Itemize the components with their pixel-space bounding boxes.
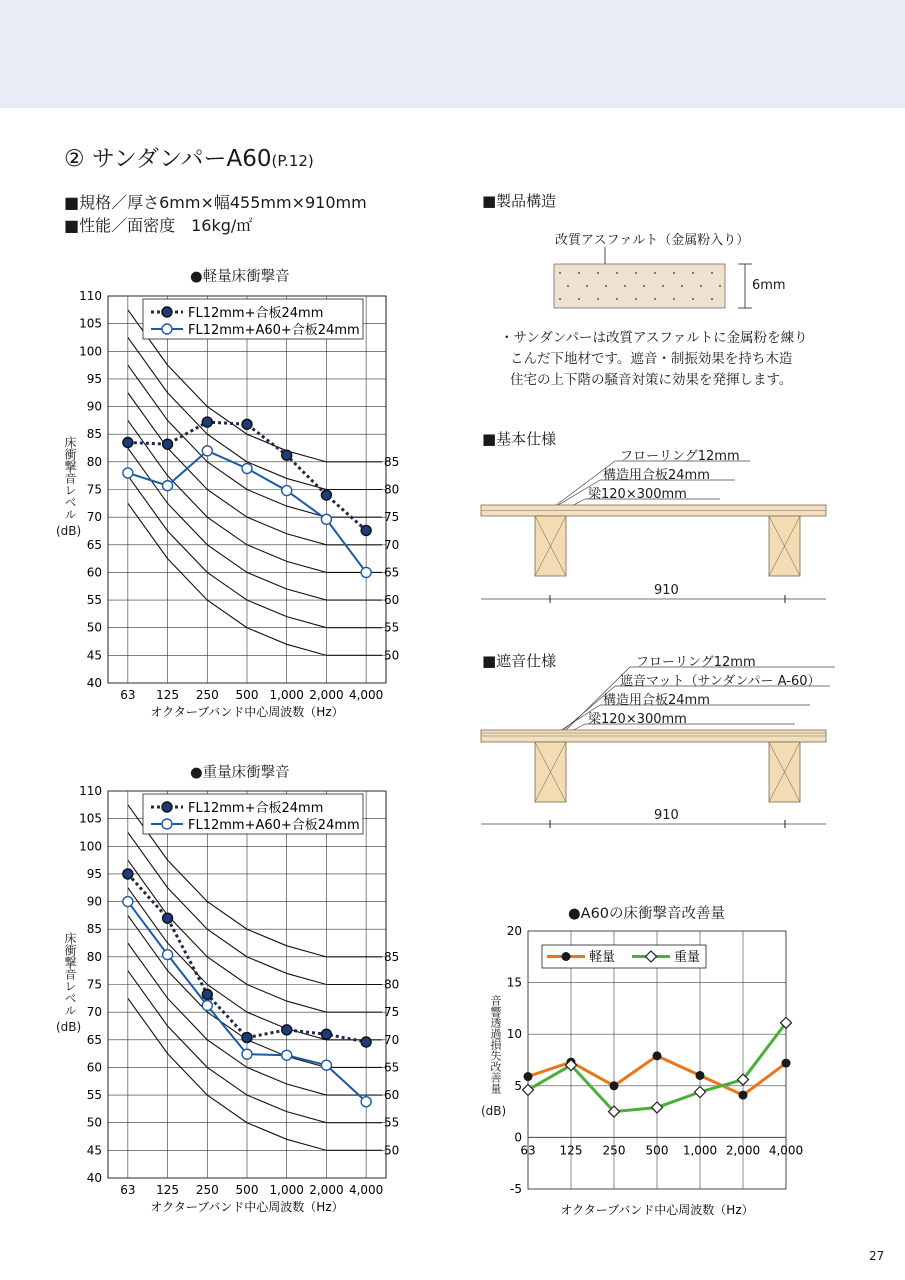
reference-curve [128, 971, 382, 1123]
reference-curve-label: 60 [384, 1088, 400, 1103]
asphalt-dot [635, 298, 637, 300]
spec-density: ■性能／面密度 16kg/㎡ [64, 216, 253, 235]
data-point [321, 1060, 331, 1070]
x-axis-label: オクターブバンド中心周波数（Hz） [150, 705, 344, 719]
basic-layer-beam: 梁120×300mm [588, 487, 687, 502]
reference-curve [128, 832, 382, 984]
improvement-point [653, 1051, 662, 1060]
data-point [282, 1050, 292, 1060]
data-point [163, 913, 173, 923]
asphalt-dot [719, 285, 721, 287]
y-tick-label: 110 [79, 289, 102, 303]
layer-label: 改質アスファルト（金属粉入り） [555, 233, 750, 248]
x-tick-label: 500 [235, 1183, 259, 1197]
reference-curve [128, 915, 382, 1067]
asphalt-dot [559, 272, 561, 274]
asphalt-dot [643, 285, 645, 287]
legend-label: FL12mm+合板24mm [188, 801, 324, 816]
improvement-point [524, 1072, 533, 1081]
data-point [202, 989, 212, 999]
y-tick-label: 40 [86, 676, 102, 690]
reference-curve-label: 55 [384, 1115, 400, 1130]
y-tick-label: 100 [79, 839, 102, 854]
reference-curve-label: 65 [384, 565, 400, 580]
improvement-point [696, 1071, 705, 1080]
asphalt-dot [654, 272, 656, 274]
improvement-y-tick: 20 [506, 924, 522, 938]
data-point [242, 1033, 252, 1043]
improvement-legend-label: 重量 [674, 950, 701, 965]
y-tick-label: 55 [86, 1088, 102, 1103]
reference-curve-label: 75 [384, 510, 400, 525]
x-tick-label: 125 [156, 688, 180, 702]
y-tick-label: 90 [86, 399, 102, 414]
y-tick-label: 90 [86, 894, 102, 909]
y-tick-label: 60 [86, 565, 102, 580]
asphalt-dot [635, 272, 637, 274]
reference-curve [128, 503, 382, 655]
spec-size: ■規格／厚さ6mm×幅455mm×910mm [64, 193, 367, 212]
data-point [321, 490, 331, 500]
asphalt-dot [578, 272, 580, 274]
data-point [282, 450, 292, 460]
y-axis-unit-2: (dB) [56, 1020, 82, 1034]
data-point [361, 1037, 371, 1047]
legend-marker [162, 802, 172, 812]
legend-label: FL12mm+合板24mm [188, 306, 324, 321]
asphalt-dot [605, 285, 607, 287]
reference-curve-label: 50 [384, 1143, 400, 1158]
y-tick-label: 105 [79, 316, 102, 331]
y-tick-label: 80 [86, 949, 102, 964]
improvement-x-tick: 125 [559, 1143, 583, 1158]
data-point [321, 514, 331, 524]
improvement-legend-label: 軽量 [589, 950, 616, 965]
y-tick-label: 75 [86, 977, 102, 992]
legend-label: FL12mm+A60+合板24mm [188, 323, 360, 338]
data-point [123, 438, 133, 448]
reference-curve [128, 943, 382, 1095]
asphalt-dot [673, 298, 675, 300]
data-point [123, 897, 133, 907]
data-point [242, 1049, 252, 1059]
data-point [163, 439, 173, 449]
y-tick-label: 60 [86, 1060, 102, 1075]
reference-curve [128, 998, 382, 1150]
improvement-point [739, 1091, 748, 1100]
improvement-y-tick: -5 [510, 1182, 522, 1196]
asphalt-layer [554, 264, 725, 308]
reference-curve [128, 337, 382, 489]
data-point [361, 567, 371, 577]
data-point [361, 525, 371, 535]
reference-curve-label: 80 [384, 977, 400, 992]
data-point [282, 486, 292, 496]
data-point [123, 869, 133, 879]
data-point [202, 446, 212, 456]
asphalt-dot [616, 272, 618, 274]
reference-curve-label: 85 [384, 454, 400, 469]
improvement-point [652, 1102, 663, 1113]
y-tick-label: 50 [86, 620, 102, 635]
data-point [163, 950, 173, 960]
y-tick-label: 55 [86, 593, 102, 608]
reference-curve [128, 448, 382, 600]
improvement-x-tick: 500 [645, 1143, 669, 1158]
improvement-point [782, 1059, 791, 1068]
reference-curve-label: 55 [384, 620, 400, 635]
y-tick-label: 65 [86, 537, 102, 552]
asphalt-dot [586, 285, 588, 287]
x-tick-label: 2,000 [309, 688, 344, 702]
x-tick-label: 250 [195, 688, 219, 702]
y-tick-label: 85 [86, 427, 102, 442]
x-tick-label: 4,000 [348, 688, 384, 702]
legend-marker [162, 307, 172, 317]
legend-label: FL12mm+A60+合板24mm [188, 818, 360, 833]
reference-curve-label: 70 [384, 537, 400, 552]
x-tick-label: 500 [235, 688, 259, 702]
y-tick-label: 100 [79, 344, 102, 359]
data-point [123, 468, 133, 478]
asphalt-dot [692, 272, 694, 274]
soundproof-spec-heading: ■遮音仕様 [482, 652, 557, 670]
basic-span: 910 [654, 583, 679, 598]
improvement-x-tick: 4,000 [768, 1143, 804, 1158]
y-tick-label: 95 [86, 371, 102, 386]
y-tick-label: 95 [86, 866, 102, 881]
reference-curve-label: 50 [384, 648, 400, 663]
x-tick-label: 4,000 [348, 1183, 384, 1197]
asphalt-dot [559, 298, 561, 300]
y-tick-label: 40 [86, 1171, 102, 1185]
x-tick-label: 2,000 [309, 1183, 344, 1197]
x-tick-label: 63 [120, 1183, 136, 1197]
y-tick-label: 105 [79, 811, 102, 826]
improvement-x-tick: 250 [602, 1143, 626, 1158]
reference-curve-label: 75 [384, 1005, 400, 1020]
y-axis-unit-1: (dB) [56, 524, 82, 538]
improvement-y-unit: (dB) [481, 1104, 507, 1118]
reference-curve [128, 476, 382, 628]
y-tick-label: 45 [86, 1143, 102, 1158]
data-point [202, 417, 212, 427]
x-tick-label: 1,000 [269, 1183, 304, 1197]
y-tick-label: 50 [86, 1115, 102, 1130]
legend-marker [162, 324, 172, 334]
light-impact-title: ●軽量床衝撃音 [190, 269, 290, 285]
y-tick-label: 75 [86, 482, 102, 497]
y-axis-label-2: 床衝撃音レベル [63, 932, 77, 1016]
reference-curve-label: 70 [384, 1032, 400, 1047]
improvement-y-tick: 10 [506, 1027, 522, 1042]
reference-curve-label: 60 [384, 593, 400, 608]
y-tick-label: 70 [86, 1005, 102, 1020]
data-point [163, 481, 173, 491]
x-tick-label: 1,000 [269, 688, 304, 702]
improvement-x-tick: 2,000 [725, 1143, 761, 1158]
improvement-x-tick: 1,000 [682, 1143, 718, 1158]
asphalt-dot [673, 272, 675, 274]
description-line-3: 住宅の上下階の騒音対策に効果を発揮します。 [510, 372, 793, 388]
data-point [242, 419, 252, 429]
improvement-y-tick: 0 [514, 1130, 522, 1145]
improvement-x-label: オクターブバンド中心周波数（Hz） [560, 1203, 754, 1217]
reference-curve-label: 80 [384, 482, 400, 497]
reference-curve [128, 888, 382, 1040]
sp-span: 910 [654, 808, 679, 823]
improvement-y-tick: 5 [514, 1078, 522, 1093]
asphalt-dot [624, 285, 626, 287]
page-number: 27 [869, 1249, 885, 1263]
asphalt-dot [597, 298, 599, 300]
improvement-y-tick: 15 [506, 975, 522, 990]
y-tick-label: 65 [86, 1032, 102, 1047]
y-tick-label: 110 [79, 784, 102, 798]
y-tick-label: 80 [86, 454, 102, 469]
asphalt-dot [616, 298, 618, 300]
y-tick-label: 85 [86, 922, 102, 937]
reference-curve-label: 65 [384, 1060, 400, 1075]
heavy-impact-title: ●重量床衝撃音 [190, 765, 290, 781]
reference-curve [128, 860, 382, 1012]
legend-marker [162, 819, 172, 829]
improvement-point [610, 1081, 619, 1090]
thickness-label: 6mm [752, 278, 786, 293]
improvement-x-tick: 63 [520, 1143, 536, 1158]
section-title: ② サンダンパーA60(P.12) [64, 146, 314, 172]
basic-layer-plywood: 構造用合板24mm [603, 468, 710, 483]
x-axis-label: オクターブバンド中心周波数（Hz） [150, 1200, 344, 1214]
sp-layer-plywood: 構造用合板24mm [603, 693, 710, 708]
reference-curve [128, 393, 382, 545]
x-tick-label: 63 [120, 688, 136, 702]
basic-layer-flooring: フローリング12mm [620, 449, 740, 464]
description-line-2: こんだ下地材です。遮音・制振効果を持ち木造 [510, 351, 793, 367]
sp-layer-flooring: フローリング12mm [636, 655, 756, 670]
asphalt-dot [597, 272, 599, 274]
asphalt-dot [692, 298, 694, 300]
x-tick-label: 250 [195, 1183, 219, 1197]
asphalt-dot [711, 298, 713, 300]
improvement-y-label: 音響透過損失改善量 [489, 995, 502, 1094]
asphalt-dot [578, 298, 580, 300]
product-structure-heading: ■製品構造 [482, 192, 557, 210]
asphalt-dot [567, 285, 569, 287]
data-point [361, 1097, 371, 1107]
improvement-title: ●A60の床衝撃音改善量 [568, 906, 726, 922]
y-tick-label: 70 [86, 510, 102, 525]
asphalt-dot [681, 285, 683, 287]
reference-curve-label: 85 [384, 949, 400, 964]
sp-layer-beam: 梁120×300mm [588, 712, 687, 727]
data-point [242, 463, 252, 473]
improvement-legend-marker [562, 952, 571, 961]
basic-spec-heading: ■基本仕様 [482, 430, 557, 448]
data-point [282, 1025, 292, 1035]
y-tick-label: 45 [86, 648, 102, 663]
sp-layer-mat: 遮音マット（サンダンパー A-60） [620, 674, 821, 689]
improvement-point [695, 1086, 706, 1097]
asphalt-dot [654, 298, 656, 300]
asphalt-dot [700, 285, 702, 287]
data-point [321, 1029, 331, 1039]
x-tick-label: 125 [156, 1183, 180, 1197]
data-point [202, 1001, 212, 1011]
y-axis-label-1: 床衝撃音レベル [63, 436, 77, 520]
asphalt-dot [662, 285, 664, 287]
asphalt-dot [711, 272, 713, 274]
description-line-1: ・サンダンパーは改質アスファルトに金属粉を練り [500, 330, 808, 346]
